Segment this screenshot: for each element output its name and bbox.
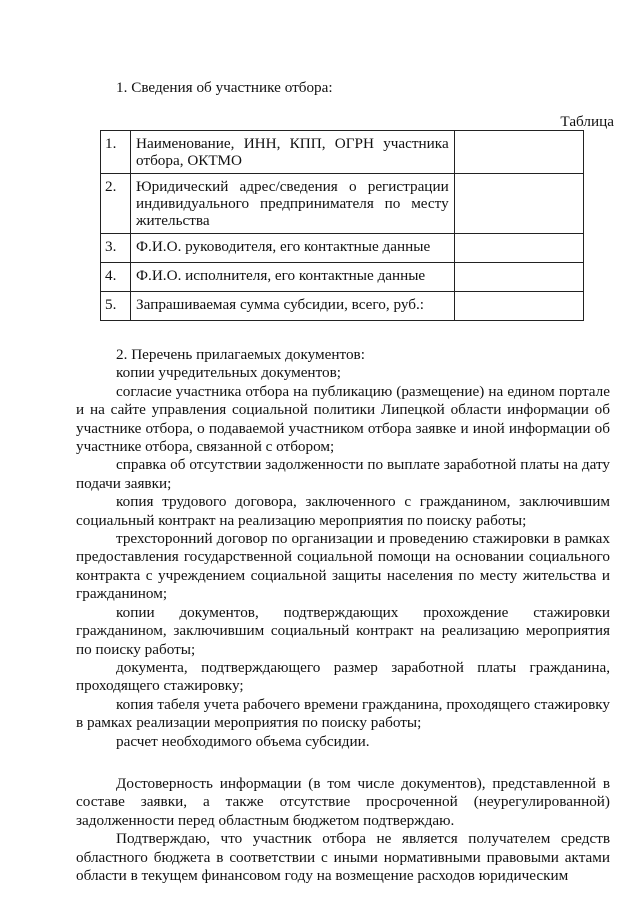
participant-info-table (100, 130, 584, 321)
row-number: 4. (101, 263, 131, 292)
row-label: Наименование, ИНН, КПП, ОГРН участника отбора, ОКТМО (131, 131, 455, 174)
list-item: справка об отсутствии задолженности по выплате заработной платы на дату подачи заявки; (76, 456, 610, 492)
table-row (101, 292, 584, 321)
paragraph-spacer (76, 751, 610, 775)
row-number: 5. (101, 292, 131, 321)
table-caption: Таблица (560, 113, 614, 130)
list-item: трехсторонний договор по организации и проведению стажировки в рамках предоставления государственной социальной помощи на основании социального контракта с учреждением социальной защиты населения по месту жительства и гражданином; (76, 530, 610, 603)
list-item: расчет необходимого объема субсидии. (116, 732, 370, 750)
list-item: документа, подтверждающего размер заработной платы гражданина, проходящего стажировку; (76, 658, 610, 695)
list-item: копия трудового договора, заключенного с гражданином, заключившим социальный контракт на реализацию мероприятия по поиску работы; (76, 493, 610, 529)
row-label: Ф.И.О. исполнителя, его контактные данные (131, 263, 455, 292)
table-row (101, 174, 584, 234)
confirmation-paragraph: Достоверность информации (в том числе документов), представленной в составе заявки, а также отсутствие просроченной (неурегулированной) задолженности перед областным бюджетом подтверждаю. (76, 774, 610, 829)
row-label: Ф.И.О. руководителя, его контактные данные (131, 234, 455, 263)
row-number: 1. (101, 131, 131, 174)
table-row (101, 131, 584, 174)
row-label: Юридический адрес/сведения о регистрации индивидуального предпринимателя по месту жительства (131, 174, 455, 234)
row-number: 3. (101, 234, 131, 263)
section-title: 1. Сведения об участнике отбора: (116, 79, 333, 96)
list-item: копия табеля учета рабочего времени гражданина, проходящего стажировку в рамках реализации мероприятия по поиску работы; (76, 695, 610, 732)
row-value[interactable] (454, 131, 583, 174)
row-value[interactable] (454, 263, 583, 292)
row-value[interactable] (454, 292, 583, 321)
row-value[interactable] (454, 234, 583, 263)
list-item: согласие участника отбора на публикацию (размещение) на едином портале и на сайте управления социальной политики Липецкой области информации об участнике отбора, о подаваемой участником отбора заявке и иной информации об участнике отбора, связанной с отбором; (76, 382, 610, 456)
row-number: 2. (101, 174, 131, 234)
table-row (101, 263, 584, 292)
documents-section (76, 346, 610, 885)
row-value[interactable] (454, 174, 583, 234)
list-item: копии учредительных документов; (116, 364, 341, 382)
confirmation-paragraph: Подтверждаю, что участник отбора не является получателем средств областного бюджета в соответствии с иными нормативными правовыми актами области в текущем финансовом году на возмещение расходов юридическим (76, 830, 610, 884)
table-row (101, 234, 584, 263)
row-label: Запрашиваемая сумма субсидии, всего, руб.: (131, 292, 455, 321)
list-item: копии документов, подтверждающих прохождение стажировки гражданином, заключившим социальный контракт на реализацию мероприятия по поиску работы; (76, 603, 610, 658)
documents-heading: 2. Перечень прилагаемых документов: (116, 346, 365, 363)
